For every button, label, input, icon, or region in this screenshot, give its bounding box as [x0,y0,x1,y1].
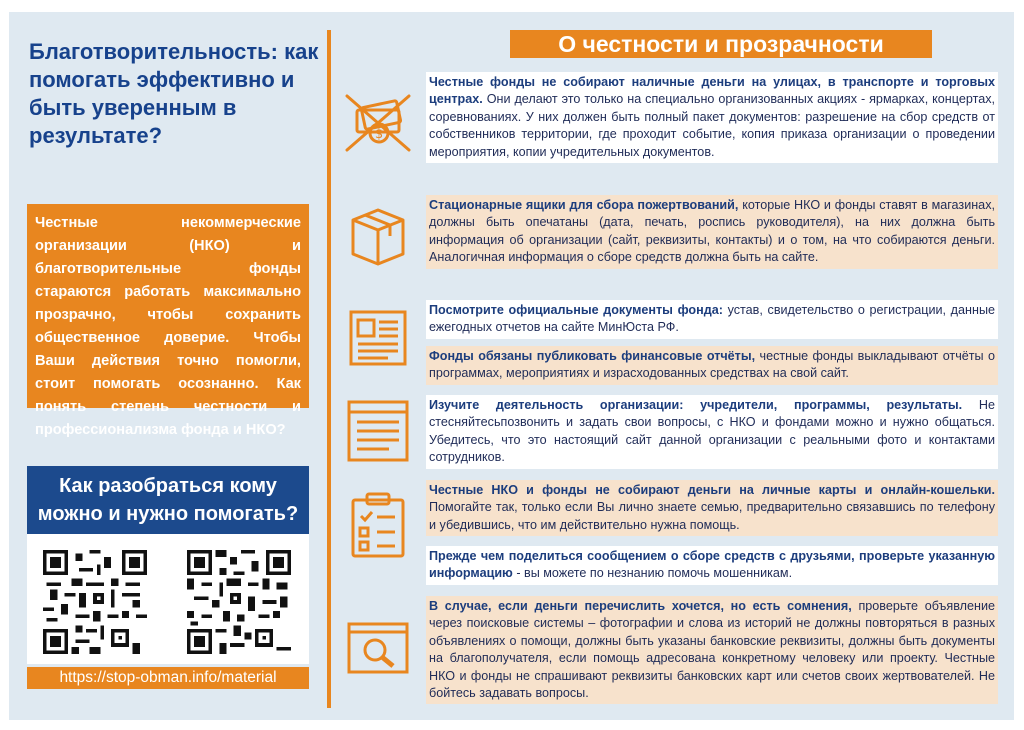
item-heading: Честные НКО и фонды не собирают деньги на личные карты и онлайн-кошельки. [429,483,995,497]
info-item-3 [426,300,998,339]
info-item-7 [426,546,998,585]
item-text: Они делают это только на специально организованных акциях - ярмарках, концертах, соревнованиях. У них должен быть полный пакет документов: разрешение на сбор средств от собственников территории, где проходит событие, копия приказа организации о проведении мероприятия, копии учредительных документов. [429,92,995,159]
item-heading: Посмотрите официальные документы фонда: [429,303,723,317]
item-heading: Изучите деятельность организации: учредители, программы, результаты. [429,398,963,412]
info-item-6 [426,480,998,536]
item-heading: Прежде чем поделиться сообщением о сборе средств с друзьями, проверьте указанную информацию [429,549,995,581]
search-icon [343,612,413,682]
qr-codes [27,534,309,664]
item-text: - вы можете по незнанию помочь мошенникам. [512,566,793,581]
item-heading: Честные фонды не собирают наличные деньги на улицах, в транспорте и торговых центрах. [429,75,995,107]
info-item-1 [426,72,998,163]
item-heading: В случае, если деньги перечислить хочется, но есть сомнения, [429,599,852,613]
item-text: Не стесняйтесьпозвонить и задать свои вопросы, с НКО и фондами можно и нужно общаться. Убедитесь, что это настоящий сайт данной организации с реальными фото и контактами сотрудников. [429,398,995,465]
howto-heading: Как разобраться кому можно и нужно помогать? [27,466,309,534]
item-text: которые НКО и фонды ставят в магазинах, должны быть опечатаны (дата, печать, роспись руководителя), на них должна быть информация об организации (сайт, реквизиты, контакты) и о том, на что собираются деньги. Аналогичная информация о сборе средств должна быть на сайте. [429,198,995,265]
website-link[interactable]: https://stop-obman.info/material [27,667,309,689]
item-heading: Стационарные ящики для сбора пожертвований, [429,198,739,212]
item-text: устав, свидетельство о регистрации, данные ежегодных отчетов на сайте МинЮста РФ. [429,303,995,335]
item-text: честные фонды выкладывают отчёты о программах, мероприятиях и израсходованных средствах на свой сайт. [429,349,995,381]
column-divider [327,30,331,708]
info-item-5 [426,395,998,469]
info-item-4 [426,346,998,385]
item-heading: Фонды обязаны публиковать финансовые отчёты, [429,349,756,363]
qr-code-icon[interactable] [43,550,147,654]
no-cash-icon [343,88,413,158]
item-text: Помогайте так, только если Вы лично знаете семью, предварительно связавшись по телефону и убедившись, что им действительно нужна помощь. [429,500,995,532]
qr-code-icon[interactable] [187,550,291,654]
svg-text:$: $ [374,127,384,142]
box-icon [343,198,413,268]
section-title: О честности и прозрачности [510,30,932,58]
info-item-2 [426,195,998,269]
main-title: Благотворительность: как помогать эффективно и быть уверенным в результате? [29,39,319,148]
webpage-icon [343,396,413,466]
document-icon [343,302,413,372]
info-item-8 [426,596,998,704]
checklist-icon [343,490,413,560]
item-text: проверьте объявление через поисковые системы – фотографии и слова из историй не должны повторяться в разных объявлениях о помощи, должны быть указаны банковские реквизиты, должны быть документы на благополучателя, если помощь адресована конкретному человеку или проекту. Честные НКО и фонды не спрашивают реквизиты банковских карт или счетов своих жертвователей. Не бойтесь задавать вопросы. [429,599,995,701]
intro-box: Честные некоммерческие организации (НКО) и благотворительные фонды стараются работать максимально прозрачно, чтобы сохранить общественное доверие. Чтобы Ваши действия точно помогли, стоит помогать осознанно. Как понять степень честности и профессионализма фонда и НКО? [27,204,309,408]
